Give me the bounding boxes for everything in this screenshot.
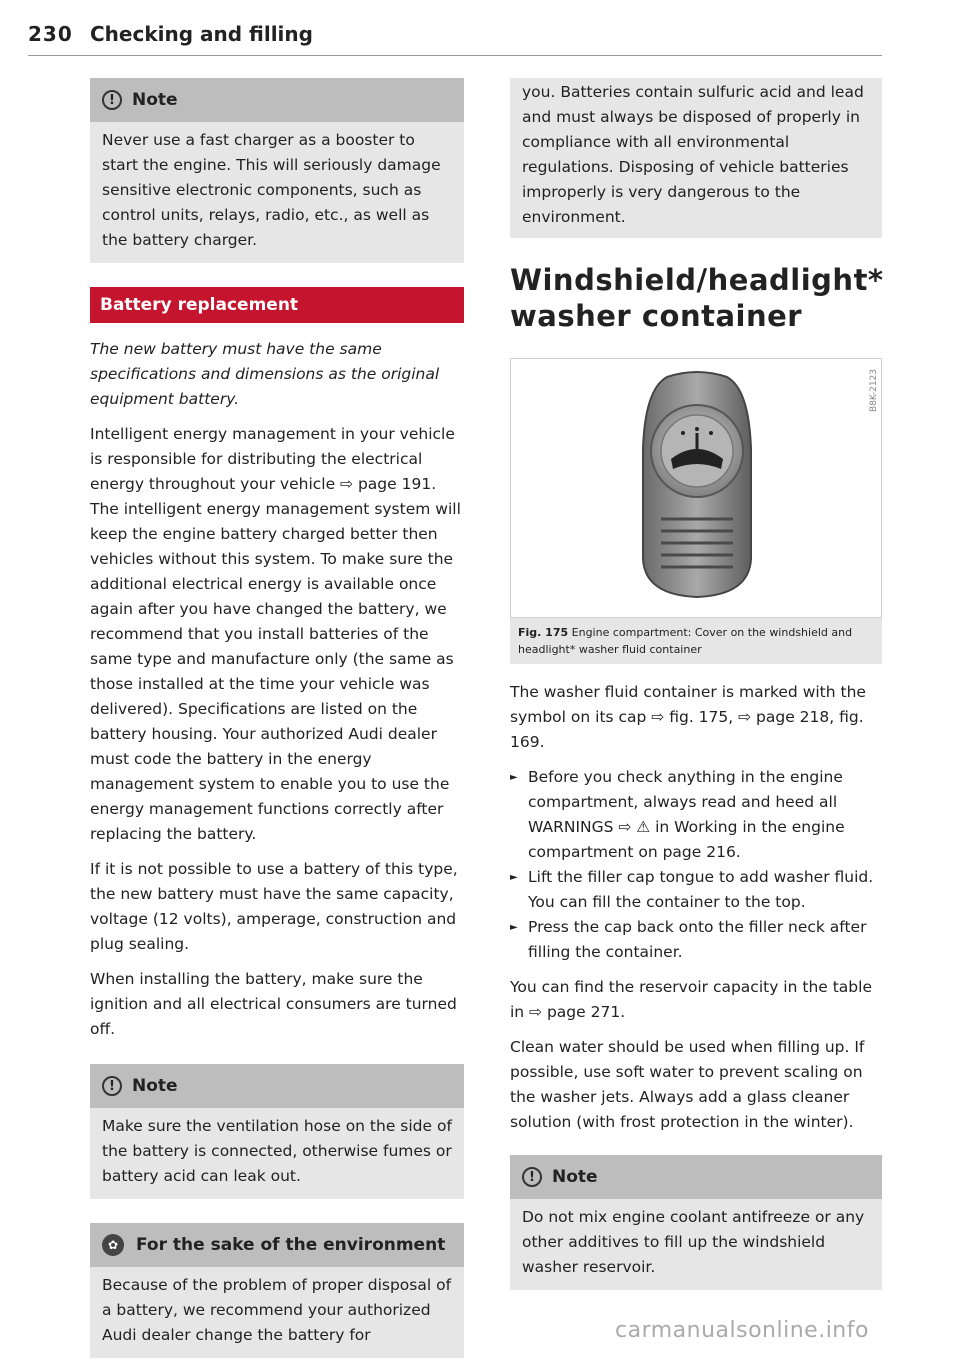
environment-box-continued: you. Batteries contain sulfuric acid and lead and must always be disposed of properly in compliance with all environmental regulations. Disposing of vehicle batteries improperly is very dangerous to the environment. — [510, 78, 882, 238]
list-item: ► Before you check anything in the engine compartment, always read and heed all WARNINGS ⇨ ⚠ in Working in the engine compartment on page 216. — [510, 765, 882, 865]
paragraph-washer-symbol: The washer fluid container is marked with the symbol on its cap ⇨ fig. 175, ⇨ page 218, fig. 169. — [510, 683, 866, 751]
note-text: Make sure the ventilation hose on the side of the battery is connected, otherwise fumes or battery acid can leak out. — [102, 1117, 452, 1185]
right-column — [510, 78, 882, 1314]
note-box-ventilation — [90, 1064, 464, 1199]
figure-caption-text: Engine compartment: Cover on the windshield and headlight* washer fluid container — [518, 626, 853, 656]
note-heading-label: Note — [132, 90, 178, 110]
environment-heading-label: For the sake of the environment — [136, 1235, 446, 1255]
paragraph-clean-water: Clean water should be used when filling up. If possible, use soft water to prevent scaling on the washer jets. Always add a glass cleaner solution (with frost protection in the winter). — [510, 1038, 865, 1131]
environment-box — [90, 1223, 464, 1358]
list-item: ► Press the cap back onto the filler neck after filling the container. — [510, 915, 882, 965]
note-text: Never use a fast charger as a booster to start the engine. This will seriously damage sensitive electronic components, such as control units, relays, radio, etc., as well as the battery charger. — [102, 131, 441, 249]
figure-caption — [510, 618, 882, 664]
exclamation-circle-icon: ! — [102, 90, 122, 110]
steps-list — [510, 765, 882, 965]
figure-label: Fig. 175 — [518, 626, 569, 639]
note-heading — [510, 1155, 882, 1199]
left-column — [90, 78, 464, 1358]
watermark-logo: carmanualsonline.info — [615, 1318, 869, 1343]
figure-washer-cap — [510, 358, 882, 618]
page-header — [28, 22, 882, 56]
paragraph-energy-management: Intelligent energy management in your vehicle is responsible for distributing the electrical energy throughout your vehicle ⇨ page 191. The intelligent energy management system will keep the engine battery charged better then vehicles without this system. To make sure the additional electrical energy is available once again after you have changed the battery, we recommend that you install batteries of the same type and manufacture only (the same as those installed at the time your vehicle was delivered). Specifications are listed on the battery housing. Your authorized Audi dealer must code the battery in the energy management system to enable you to use the energy management functions correctly after replacing the battery. — [90, 425, 461, 843]
section-title-washer-container: Windshield/headlight* washer container — [510, 263, 884, 333]
note-heading — [90, 1064, 464, 1108]
note-heading-label: Note — [132, 1076, 178, 1096]
note-box-charger — [90, 78, 464, 263]
page-number: 230 — [28, 22, 73, 46]
exclamation-circle-icon: ! — [522, 1167, 542, 1187]
figure-code: B8K-2123 — [869, 369, 879, 413]
list-item: ► Lift the filler cap tongue to add washer fluid. You can fill the container to the top. — [510, 865, 882, 915]
note-text: Do not mix engine coolant antifreeze or any other additives to fill up the windshield washer reservoir. — [522, 1208, 865, 1276]
environment-text: Because of the problem of proper disposal of a battery, we recommend your authorized Audi dealer change the battery for — [102, 1276, 452, 1344]
environment-heading — [90, 1223, 464, 1267]
exclamation-circle-icon: ! — [102, 1076, 122, 1096]
section-title-battery-replacement: Battery replacement — [90, 287, 464, 323]
page-title: Checking and filling — [90, 22, 313, 46]
note-heading — [90, 78, 464, 122]
paragraph-battery-type: If it is not possible to use a battery of this type, the new battery must have the same capacity, voltage (12 volts), amperage, construction and plug sealing. — [90, 860, 458, 953]
paragraph-installing: When installing the battery, make sure the ignition and all electrical consumers are turned off. — [90, 970, 457, 1038]
note-heading-label: Note — [552, 1167, 598, 1187]
washer-cap-illustration — [511, 359, 883, 619]
intro-text: The new battery must have the same specifications and dimensions as the original equipment battery. — [90, 340, 440, 408]
note-box-antifreeze — [510, 1155, 882, 1290]
paragraph-capacity: You can find the reservoir capacity in the table in ⇨ page 271. — [510, 978, 872, 1021]
leaf-icon: ✿ — [102, 1234, 124, 1256]
